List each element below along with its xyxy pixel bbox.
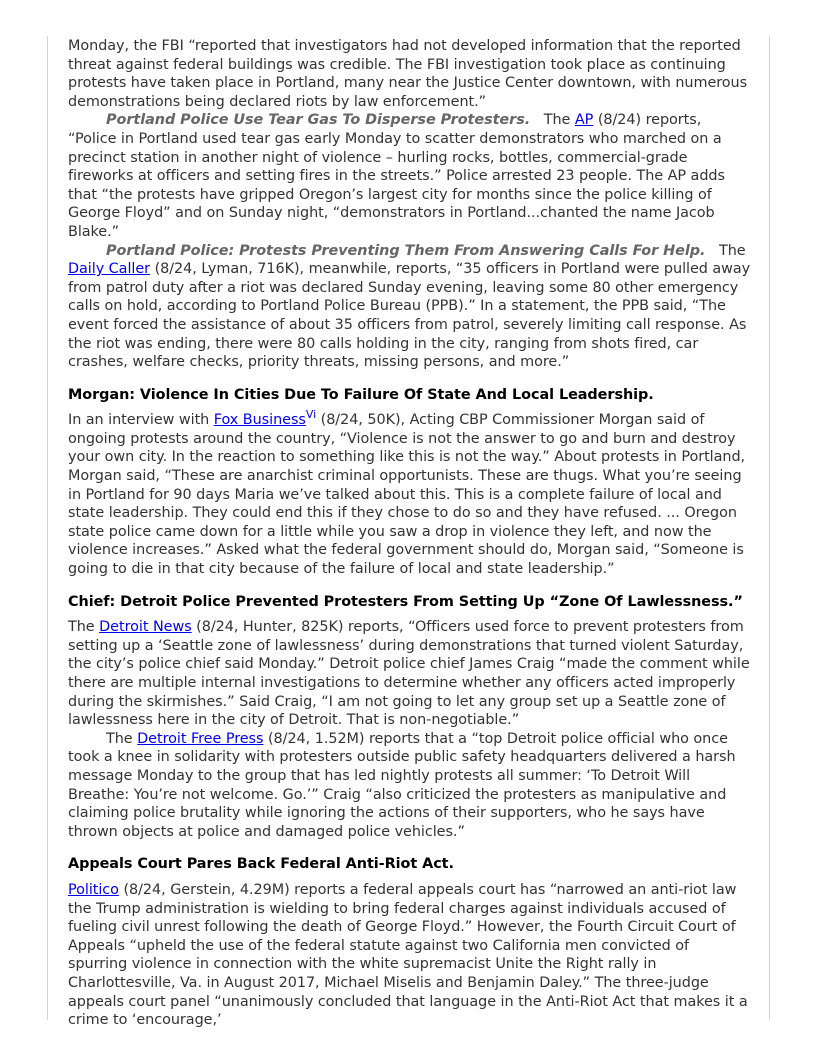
paragraph-morgan <box>68 408 752 578</box>
text-body: (8/24, Hunter, 825K) reports, “Officers used force to prevent protesters from setting up a ‘Seattle zone of lawlessness’ during demonstrations that turned violent Saturday, the city’s police chief said Monday.” Detroit police chief James Craig “made the comment while there are multiple internal investigations to determine whether any officers acted improperly during the skirmishes.” Said Craig, “I am not going to let any group set up a Seattle zone of lawlessness here in the city of Detroit. That is non-negotiable.” <box>68 619 750 729</box>
text-pre: In an interview with <box>68 412 210 429</box>
paragraph-portland-tear-gas <box>68 111 752 241</box>
heading-detroit: Chief: Detroit Police Prevented Protesters From Setting Up “Zone Of Lawlessness.” <box>68 593 743 610</box>
link-detroit-news[interactable]: Detroit News <box>99 619 192 636</box>
link-ap[interactable]: AP <box>574 112 594 129</box>
link-politico[interactable]: Politico <box>68 881 119 898</box>
text-body: (8/24) reports, “Police in Portland used tear gas early Monday to scatter demonstrators who marched on a precinct station in another night of violence – hurling rocks, bottles, commercial-grade fireworks at officers and setting fires in the streets.” Police arrested 23 people. The AP adds that “the protests have gripped Oregon’s largest city for months since the police killing of George Floyd” and on Sunday night, “demonstrators in Portland...chanted the name Jacob Blake.” <box>68 112 725 240</box>
paragraph-detroit-news <box>68 618 752 730</box>
link-fox-business[interactable]: Fox Business <box>213 412 306 429</box>
text-body: (8/24, 50K), Acting CBP Commissioner Morgan said of ongoing protests around the country, “Violence is not the answer to go and burn and destroy your own city. In the reaction to something like this is not the way.” About protests in Portland, Morgan said, “These are anarchist criminal opportunists. These are thugs. What you’re seeing in Portland for 90 days Maria we’ve talked about this. This is a complete failure of local and state leadership. They could end this if they chose to do so and they have refused. ... Oregon state police came down for a little while you saw a drop in violence they left, and now the violence increases.” Asked what the federal government should do, Morgan said, “Someone is going to die in that city because of the failure of local and state leadership.” <box>68 412 746 578</box>
link-detroit-free-press[interactable]: Detroit Free Press <box>137 730 264 747</box>
text-pre: The <box>106 730 133 747</box>
story-lead-tear-gas: Portland Police Use Tear Gas To Disperse Protesters. <box>106 112 531 129</box>
paragraph-detroit-free-press <box>68 730 752 842</box>
heading-morgan: Morgan: Violence In Cities Due To Failure Of State And Local Leadership. <box>68 386 654 403</box>
footnote-marker[interactable]: Vi <box>305 408 317 422</box>
document-body <box>68 37 752 1030</box>
paragraph-portland-calls <box>68 242 752 372</box>
text-pre: The <box>68 619 95 636</box>
heading-appeals-court: Appeals Court Pares Back Federal Anti-Riot Act. <box>68 856 454 873</box>
paragraph-fbi-continued: Monday, the FBI “reported that investigators had not developed information that the reported threat against federal buildings was credible. The FBI investigation took place as continuing protests have taken place in Portland, many near the Justice Center downtown, with numerous demonstrations being declared riots by law enforcement.” <box>68 38 748 110</box>
text-body: (8/24, Gerstein, 4.29M) reports a federal appeals court has “narrowed an anti-riot law the Trump administration is wielding to bring federal charges against individuals accused of fueling civil unrest following the death of George Floyd.” However, the Fourth Circuit Court of Appeals “upheld the use of the federal statute against two California men convicted of spurring violence in connection with the white supremacist Unite the Right rally in Charlottesville, Va. in August 2017, Michael Miselis and Benjamin Daley.” The three-judge appeals court panel “unanimously concluded that language in the Anti-Riot Act that makes it a crime to ‘encourage,’ <box>68 881 748 1029</box>
text-body: (8/24, 1.52M) reports that a “top Detroit police official who once took a knee in solidarity with protesters outside public safety headquarters delivered a harsh message Monday to the group that has led nightly protests all summer: ‘To Detroit Will Breathe: You’re not welcome. Go.’” Craig “also criticized the protesters as manipulative and claiming police brutality while ignoring the actions of their supporters, who he says have thrown objects at police and damaged police vehicles.” <box>68 730 736 840</box>
text-pre: The <box>718 242 746 259</box>
text-body: (8/24, Lyman, 716K), meanwhile, reports, “35 officers in Portland were pulled away from patrol duty after a riot was declared Sunday evening, leaving some 80 other emergency calls on hold, according to Portland Police Bureau (PPB).” In a statement, the PPB said, “The event forced the assistance of about 35 officers from patrol, severely limiting call response. As the riot was ending, there were 80 calls holding in the city, ranging from shots fired, car crashes, welfare checks, priority threats, missing persons, and more.” <box>68 261 751 371</box>
link-daily-caller[interactable]: Daily Caller <box>68 261 151 278</box>
story-lead-calls: Portland Police: Protests Preventing Them From Answering Calls For Help. <box>106 242 706 259</box>
text-pre: The <box>543 112 571 129</box>
paragraph-politico <box>68 881 752 1030</box>
